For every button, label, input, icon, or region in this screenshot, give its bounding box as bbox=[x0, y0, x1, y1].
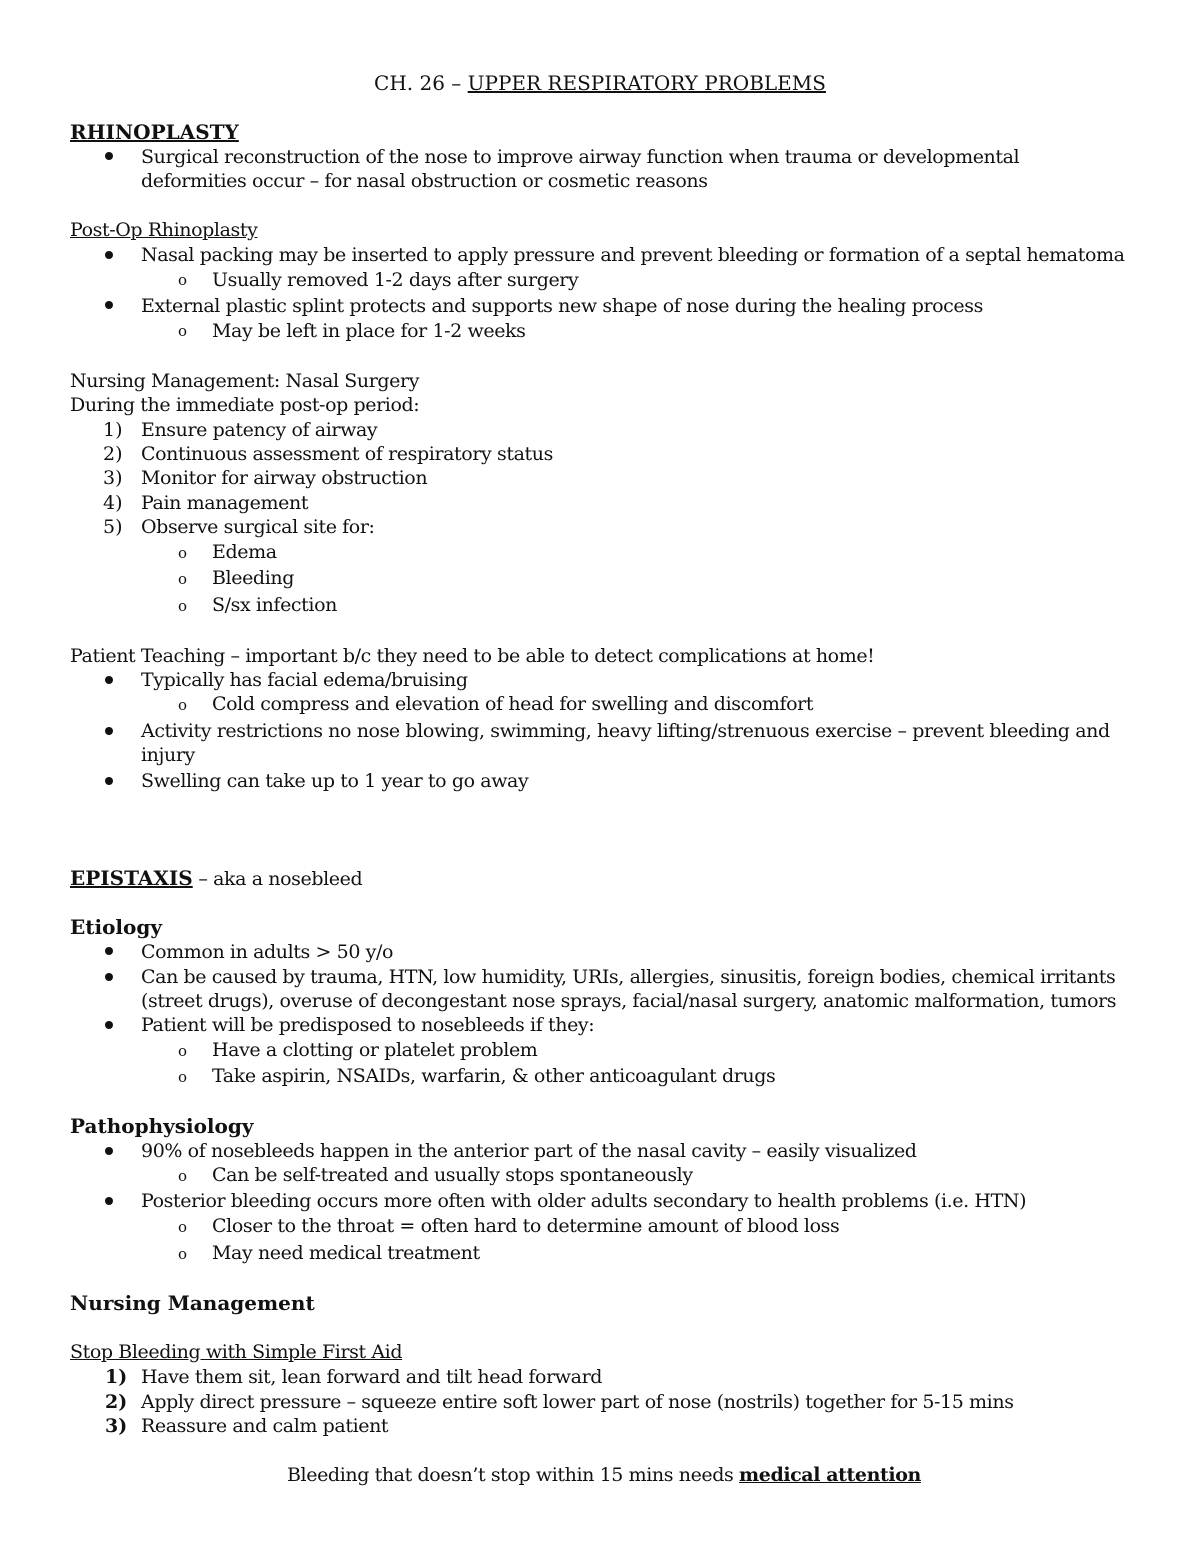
epistaxis-heading bbox=[70, 866, 362, 891]
patho-bullet1-sub: Can be self-treated and usually stops spontaneously bbox=[212, 1164, 693, 1186]
rhinoplasty-bullet1-line2: deformities occur – for nasal obstruction or cosmetic reasons bbox=[141, 170, 708, 192]
sub-bullet-icon: o bbox=[178, 271, 188, 289]
sub-bullet-icon: o bbox=[178, 1245, 188, 1263]
epistaxis-title: EPISTAXIS bbox=[70, 866, 193, 890]
list-item: Pain management bbox=[141, 492, 309, 514]
patho-bullet2-sub1: Closer to the throat = often hard to determine amount of blood loss bbox=[212, 1215, 840, 1237]
sub-bullet-icon: o bbox=[178, 322, 188, 340]
patho-bullet1: 90% of nosebleeds happen in the anterior part of the nasal cavity – easily visualized bbox=[141, 1140, 917, 1162]
epistaxis-subtitle: – aka a nosebleed bbox=[192, 868, 363, 890]
sub-list-item: S/sx infection bbox=[212, 594, 337, 616]
list-item: Observe surgical site for: bbox=[141, 516, 375, 538]
step-number: 1) bbox=[105, 1366, 128, 1388]
list-item: Monitor for airway obstruction bbox=[141, 467, 428, 489]
etiology-bullet2-line1: Can be caused by trauma, HTN, low humidity, URIs, allergies, sinusitis, foreign bodies, chemical irritants bbox=[141, 966, 1116, 988]
sub-bullet-icon: o bbox=[178, 1068, 188, 1086]
footer-text: Bleeding that doesn’t stop within 15 mins needs bbox=[287, 1464, 740, 1486]
nasal-surgery-heading: Nursing Management: Nasal Surgery bbox=[70, 370, 420, 392]
footer-emphasis: medical attention bbox=[739, 1464, 921, 1486]
sub-bullet-icon: o bbox=[178, 696, 188, 714]
teaching-bullet3: Swelling can take up to 1 year to go away bbox=[141, 770, 529, 792]
etiology-heading: Etiology bbox=[70, 915, 162, 939]
bullet-icon bbox=[105, 676, 113, 684]
bullet-icon bbox=[105, 727, 113, 735]
postop-heading: Post-Op Rhinoplasty bbox=[70, 219, 258, 241]
nasal-surgery-intro: During the immediate post-op period: bbox=[70, 394, 420, 416]
rhinoplasty-heading: RHINOPLASTY bbox=[70, 120, 239, 144]
step-item: Apply direct pressure – squeeze entire soft lower part of nose (nostrils) together for 5-15 mins bbox=[141, 1391, 1014, 1413]
list-number: 3) bbox=[103, 467, 123, 489]
sub-bullet-icon: o bbox=[178, 544, 188, 562]
pathophysiology-heading: Pathophysiology bbox=[70, 1114, 254, 1138]
bullet-icon bbox=[105, 1197, 113, 1205]
bullet-icon bbox=[105, 301, 113, 309]
bullet-icon bbox=[105, 1021, 113, 1029]
teaching-bullet1: Typically has facial edema/bruising bbox=[141, 669, 468, 691]
bullet-icon bbox=[105, 947, 113, 955]
bullet-icon bbox=[105, 973, 113, 981]
bullet-icon bbox=[105, 251, 113, 259]
teaching-bullet2-line2: injury bbox=[141, 744, 195, 766]
bullet-icon bbox=[105, 1147, 113, 1155]
sub-list-item: Edema bbox=[212, 541, 277, 563]
list-item: Ensure patency of airway bbox=[141, 419, 378, 441]
teaching-bullet1-sub: Cold compress and elevation of head for swelling and discomfort bbox=[212, 693, 814, 715]
etiology-bullet1: Common in adults > 50 y/o bbox=[141, 941, 394, 963]
first-aid-heading: Stop Bleeding with Simple First Aid bbox=[70, 1341, 403, 1363]
sub-bullet-icon: o bbox=[178, 570, 188, 588]
sub-bullet-icon: o bbox=[178, 1167, 188, 1185]
list-number: 2) bbox=[103, 443, 123, 465]
teaching-heading: Patient Teaching – important b/c they need to be able to detect complications at home! bbox=[70, 645, 875, 667]
list-number: 5) bbox=[103, 516, 123, 538]
step-number: 2) bbox=[105, 1391, 128, 1413]
sub-bullet-icon: o bbox=[178, 597, 188, 615]
page-title bbox=[0, 71, 1200, 95]
etiology-bullet3-sub1: Have a clotting or platelet problem bbox=[212, 1039, 538, 1061]
step-item: Reassure and calm patient bbox=[141, 1415, 389, 1437]
sub-bullet-icon: o bbox=[178, 1042, 188, 1060]
postop-bullet1: Nasal packing may be inserted to apply pressure and prevent bleeding or formation of a septal hematoma bbox=[141, 244, 1125, 266]
nursing-management-heading: Nursing Management bbox=[70, 1291, 315, 1315]
list-number: 1) bbox=[103, 419, 123, 441]
list-item: Continuous assessment of respiratory status bbox=[141, 443, 553, 465]
patho-bullet2-sub2: May need medical treatment bbox=[212, 1242, 480, 1264]
patho-bullet2: Posterior bleeding occurs more often with older adults secondary to health problems (i.e. HTN) bbox=[141, 1190, 1027, 1212]
step-number: 3) bbox=[105, 1415, 128, 1437]
bullet-icon bbox=[105, 777, 113, 785]
etiology-bullet3-sub2: Take aspirin, NSAIDs, warfarin, & other anticoagulant drugs bbox=[212, 1065, 776, 1087]
list-number: 4) bbox=[103, 492, 123, 514]
postop-bullet2: External plastic splint protects and supports new shape of nose during the healing process bbox=[141, 295, 983, 317]
step-item: Have them sit, lean forward and tilt head forward bbox=[141, 1366, 603, 1388]
etiology-bullet2-line2: (street drugs), overuse of decongestant nose sprays, facial/nasal surgery, anatomic malformation, tumors bbox=[141, 990, 1117, 1012]
title-underlined: UPPER RESPIRATORY PROBLEMS bbox=[467, 71, 826, 95]
sub-bullet-icon: o bbox=[178, 1218, 188, 1236]
footer-note bbox=[287, 1463, 921, 1487]
postop-bullet1-sub: Usually removed 1-2 days after surgery bbox=[212, 269, 579, 291]
postop-bullet2-sub: May be left in place for 1-2 weeks bbox=[212, 320, 526, 342]
teaching-bullet2-line1: Activity restrictions no nose blowing, swimming, heavy lifting/strenuous exercise – prevent bleeding and bbox=[141, 720, 1110, 742]
sub-list-item: Bleeding bbox=[212, 567, 294, 589]
rhinoplasty-bullet1-line1: Surgical reconstruction of the nose to improve airway function when trauma or developmental bbox=[141, 146, 1020, 168]
bullet-icon bbox=[105, 152, 113, 160]
title-prefix: CH. 26 – bbox=[374, 71, 468, 95]
etiology-bullet3: Patient will be predisposed to nosebleeds if they: bbox=[141, 1014, 595, 1036]
